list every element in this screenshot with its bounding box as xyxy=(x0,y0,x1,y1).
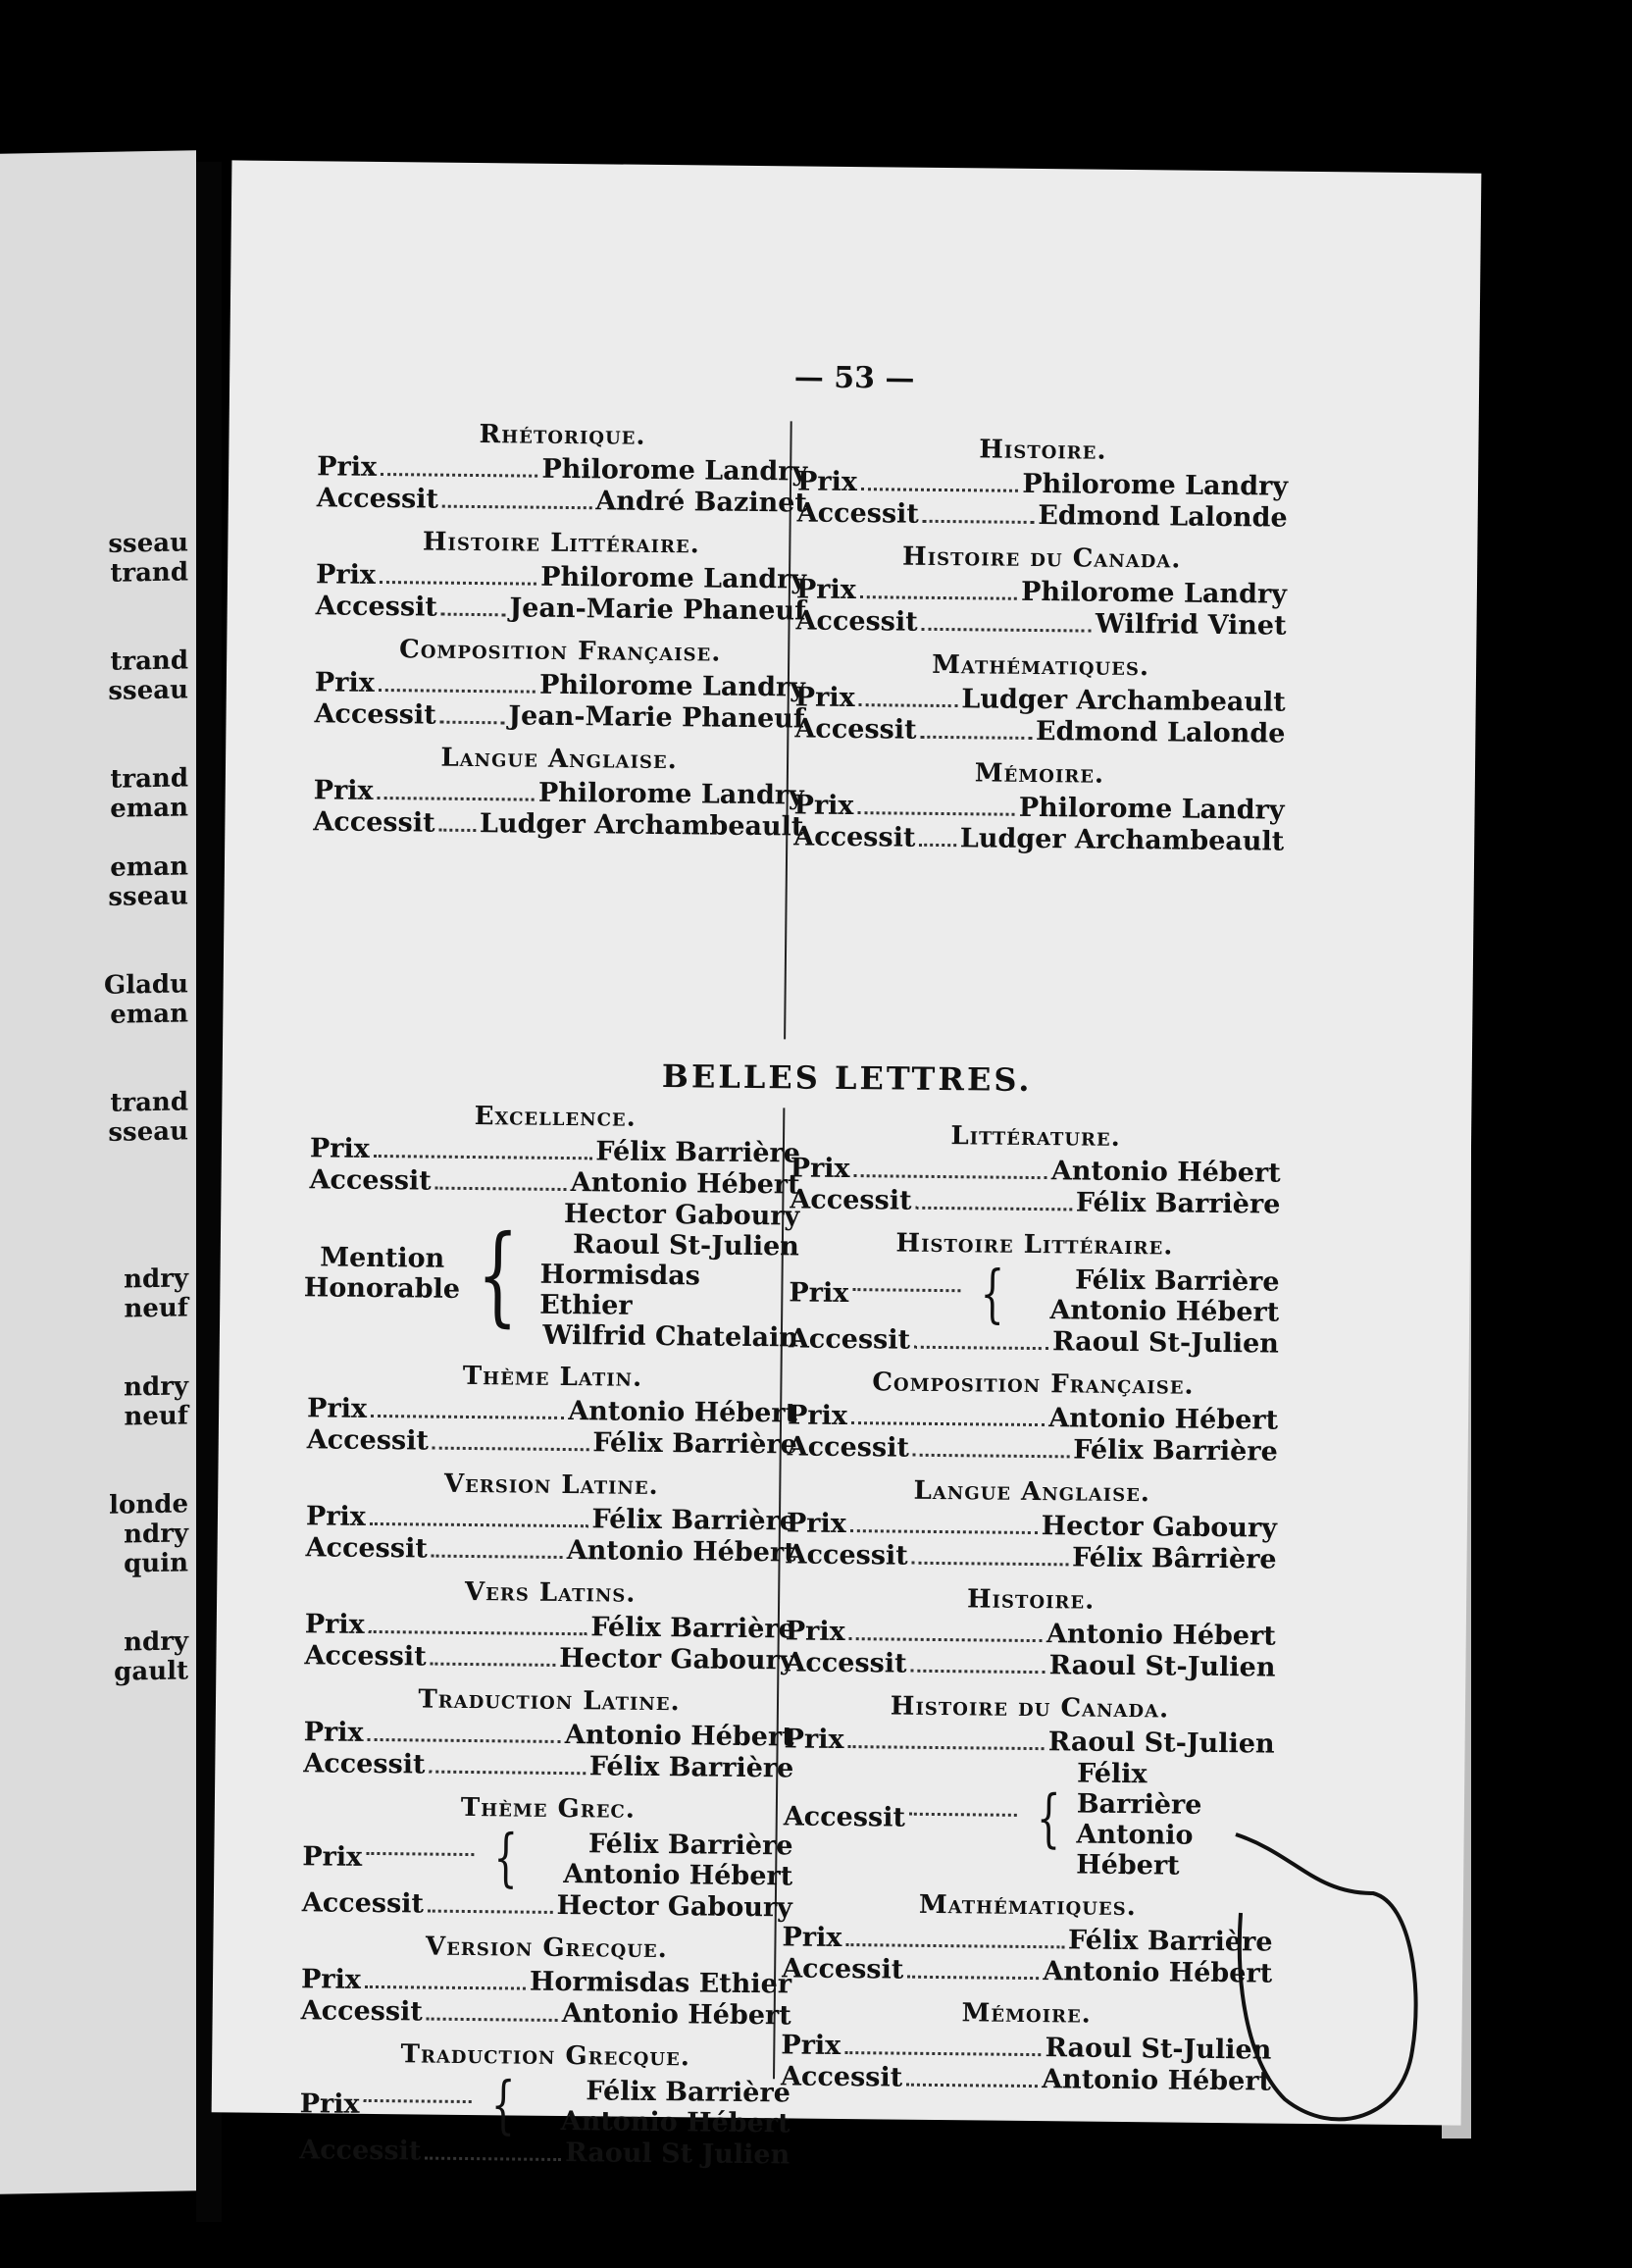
prize-label: Accessit xyxy=(787,1431,910,1464)
facing-page-fragment: eman xyxy=(110,999,188,1030)
prize-row xyxy=(784,1724,1274,1760)
prize-label: Accessit xyxy=(299,2135,422,2167)
brace-glyph: { xyxy=(1036,1782,1061,1856)
top-left-column xyxy=(313,406,808,843)
section-heading: Version Latine. xyxy=(443,1469,659,1502)
facing-page-fragment: ndry xyxy=(124,1371,188,1403)
section-heading: Thème Grec. xyxy=(460,1792,637,1825)
prize-label: Accessit xyxy=(304,1640,427,1673)
prize-name: Jean-Marie Phaneuf xyxy=(508,700,805,735)
dot-leader xyxy=(906,2084,1038,2088)
prize-label: Prix xyxy=(309,1133,370,1164)
facing-page-fragment: londe xyxy=(109,1489,188,1521)
dot-leader xyxy=(428,1910,553,1914)
section-heading: Langue Anglaise. xyxy=(440,743,678,776)
section-heading: Mémoire. xyxy=(974,758,1105,790)
dot-leader xyxy=(852,1288,960,1292)
prize-name: Hector Gaboury xyxy=(556,1889,792,1924)
prize-label: Prix xyxy=(314,667,375,698)
prize-row xyxy=(786,1616,1276,1652)
section-heading: Excellence. xyxy=(474,1102,637,1133)
prize-name: Félix Barrière xyxy=(1074,1264,1280,1298)
dot-leader xyxy=(380,581,536,586)
prize-row xyxy=(782,1922,1272,1958)
prize-name: Antonio Hébert xyxy=(560,2106,790,2139)
dot-leader xyxy=(907,1976,1039,1980)
prize-row xyxy=(786,1539,1276,1575)
facing-page-fragment: sseau xyxy=(108,1116,188,1148)
prize-row xyxy=(314,775,804,811)
prize-name: Antonio Hébert xyxy=(1042,2064,1272,2097)
prize-name: Antonio Hébert xyxy=(570,1167,800,1201)
section-heading: Traduction Latine. xyxy=(418,1684,681,1718)
dot-leader xyxy=(923,520,1034,524)
prize-row xyxy=(301,1995,791,2032)
prize-name: Hector Gaboury xyxy=(1041,1511,1278,1544)
facing-page-fragment: eman xyxy=(110,851,188,883)
facing-page-fragment: neuf xyxy=(124,1293,188,1324)
prize-row xyxy=(305,1609,795,1645)
dot-leader xyxy=(429,1771,585,1776)
dot-leader xyxy=(861,488,1018,492)
prize-label: Accessit xyxy=(309,1164,432,1197)
prize-label: Accessit xyxy=(301,1887,425,1920)
prize-name: Félix Bârrière xyxy=(1071,1542,1277,1575)
mention-name: Wilfrid Chatelain xyxy=(542,1319,799,1354)
prize-label: Prix xyxy=(793,790,854,822)
prize-row xyxy=(793,821,1284,857)
prize-name: Raoul St-Julien xyxy=(1045,2033,1272,2066)
prize-label: Prix xyxy=(787,1400,848,1432)
facing-page xyxy=(0,150,196,2193)
prize-label: Prix xyxy=(781,2030,842,2061)
prize-row xyxy=(782,1953,1272,1989)
prize-label: Prix xyxy=(313,775,374,806)
prize-row xyxy=(315,667,805,703)
prize-brace-row xyxy=(302,1822,793,1895)
section-heading: Composition Française. xyxy=(872,1367,1195,1401)
prize-name: Félix Barrière xyxy=(1067,1925,1273,1958)
dot-leader xyxy=(367,1738,560,1743)
section-heading: Mémoire. xyxy=(961,1998,1092,2030)
brace-glyph: { xyxy=(980,1258,1005,1331)
bottom-left-column xyxy=(299,1088,800,2171)
mention-label xyxy=(303,1241,461,1305)
facing-page-fragment: gault xyxy=(114,1656,188,1687)
prize-row xyxy=(788,1431,1278,1468)
prize-label: Accessit xyxy=(788,1323,911,1356)
mention-names xyxy=(539,1199,800,1354)
prize-name: Raoul St-Julien xyxy=(1047,1727,1275,1760)
dot-leader xyxy=(441,613,506,617)
prize-name: Antonio Hébert xyxy=(1046,1619,1276,1652)
dot-leader xyxy=(435,1187,567,1191)
prize-label: Prix xyxy=(795,574,856,606)
prize-row xyxy=(307,1424,797,1461)
prize-name: Raoul St Julien xyxy=(565,2138,790,2171)
section-heading: Histoire. xyxy=(966,1584,1096,1616)
section-heading: Rhétorique. xyxy=(479,420,646,451)
section-heading: Histoire Littéraire. xyxy=(895,1228,1174,1262)
prize-label: Accessit xyxy=(306,1424,430,1457)
prize-label: Accessit xyxy=(793,821,916,853)
prize-name: Raoul St-Julien xyxy=(1051,1326,1280,1360)
prize-row xyxy=(316,559,806,595)
prize-label: Prix xyxy=(794,682,855,714)
dot-leader xyxy=(371,1415,564,1419)
prize-label: Accessit xyxy=(795,605,918,638)
prize-name: André Bazinet xyxy=(595,486,807,519)
prize-row xyxy=(314,698,804,735)
prize-name: Philorome Landry xyxy=(540,561,807,595)
prize-label: Prix xyxy=(784,1724,844,1756)
prize-row xyxy=(797,466,1288,502)
facing-page-fragment: sseau xyxy=(108,881,188,912)
prize-name: Antonio Hébert xyxy=(1076,1819,1194,1881)
prize-row xyxy=(795,605,1286,642)
section-heading: Histoire du Canada. xyxy=(890,1691,1170,1725)
latin-sections xyxy=(303,1360,797,1784)
prize-name: Félix Barrière xyxy=(587,1829,793,1862)
dot-leader xyxy=(442,505,591,510)
prize-label: Accessit xyxy=(783,1800,906,1833)
dot-leader xyxy=(366,1851,474,1855)
prize-row xyxy=(302,1887,792,1924)
dot-leader xyxy=(913,1454,1069,1459)
dot-leader xyxy=(378,797,535,801)
prize-label: Accessit xyxy=(780,2061,903,2093)
prize-row xyxy=(317,483,807,519)
prize-label: Prix xyxy=(785,1616,845,1648)
section-heading: Traduction Grecque. xyxy=(400,2039,691,2073)
dot-leader xyxy=(438,829,475,832)
prize-name: Raoul St-Julien xyxy=(1048,1650,1276,1683)
prize-row xyxy=(310,1133,800,1169)
prize-row xyxy=(787,1508,1277,1544)
prize-row xyxy=(316,591,806,627)
facing-page-fragment: sseau xyxy=(108,675,188,706)
dot-leader xyxy=(845,1943,1064,1948)
section-heading: Littérature. xyxy=(950,1121,1121,1153)
prize-label: Prix xyxy=(304,1609,365,1640)
mention-name: Raoul St-Julien xyxy=(572,1229,800,1263)
prize-row xyxy=(797,497,1288,534)
prize-label: Prix xyxy=(303,1717,364,1748)
prize-label: Prix xyxy=(790,1153,850,1185)
section-heading: Histoire. xyxy=(979,435,1107,466)
dot-leader xyxy=(379,689,536,694)
prize-brace-row xyxy=(789,1258,1280,1331)
dot-leader xyxy=(370,1522,588,1527)
dot-leader xyxy=(365,1985,526,1990)
right-sections xyxy=(785,1366,1278,1683)
prize-label: Accessit xyxy=(785,1647,907,1679)
facing-page-fragment: ndry xyxy=(124,1626,188,1658)
dot-leader xyxy=(849,1637,1043,1642)
prize-name: Antonio Hébert xyxy=(561,1998,791,2032)
facing-page-fragment: ndry xyxy=(124,1519,188,1550)
prize-name: Félix Barrière xyxy=(588,1751,794,1784)
prize-name: Philorome Landry xyxy=(1020,576,1288,610)
prize-label: Prix xyxy=(317,451,378,483)
mention-name: Hormisdas Ethier xyxy=(539,1259,701,1321)
prize-label: Accessit xyxy=(794,713,917,746)
prize-name: Antonio Hébert xyxy=(1048,1403,1279,1436)
mention-label-line: Honorable xyxy=(303,1271,461,1305)
brace-glyph: { xyxy=(476,1211,520,1338)
bottom-right-column xyxy=(781,1108,1281,2097)
prize-row xyxy=(785,1647,1275,1683)
section-heading: Langue Anglaise. xyxy=(913,1475,1151,1509)
prize-name: Antonio Hébert xyxy=(564,1720,794,1753)
prize-row xyxy=(789,1323,1279,1360)
mention-name: Hector Gaboury xyxy=(563,1198,800,1232)
dot-leader xyxy=(915,1207,1071,1211)
prize-label: Accessit xyxy=(316,483,439,515)
prize-name: Hector Gaboury xyxy=(559,1642,795,1676)
dot-leader xyxy=(427,2018,558,2022)
prize-label: Accessit xyxy=(313,806,435,839)
dot-leader xyxy=(381,473,537,478)
accessit-brace-row xyxy=(783,1755,1274,1881)
prize-label: Prix xyxy=(306,1393,368,1424)
prize-name: Antonio Hébert xyxy=(1049,1295,1280,1328)
facing-page-fragment: sseau xyxy=(108,528,188,559)
prize-name: Félix Barrière xyxy=(586,2076,791,2109)
page-number: — 53 — xyxy=(793,360,915,396)
prize-name: Félix Barrière xyxy=(1075,1187,1281,1220)
dot-leader xyxy=(850,1529,1038,1534)
prize-name: Félix Barrière xyxy=(591,1504,797,1537)
prize-brace-row xyxy=(299,2069,791,2142)
dot-leader xyxy=(433,1447,588,1452)
dot-leader xyxy=(847,1745,1044,1750)
facing-page-fragment: trand xyxy=(110,557,188,589)
dot-leader xyxy=(854,1174,1047,1179)
prize-row xyxy=(796,574,1287,610)
dot-leader xyxy=(910,1670,1045,1674)
mention-label-line: Mention xyxy=(320,1241,445,1274)
prize-label: Accessit xyxy=(790,1184,912,1216)
prize-row xyxy=(790,1184,1280,1220)
dot-leader xyxy=(857,811,1014,816)
prize-row xyxy=(307,1393,797,1429)
facing-page-fragment: neuf xyxy=(124,1401,188,1432)
section-heading: Mathématiques. xyxy=(918,1889,1137,1923)
dot-leader xyxy=(369,1630,587,1635)
prize-name: Philorome Landry xyxy=(1018,792,1285,826)
facing-page-fragment: trand xyxy=(110,645,188,677)
prize-name: Edmond Lalonde xyxy=(1038,500,1288,534)
prize-name: Ludger Archambeault xyxy=(961,684,1286,718)
prize-label: Accessit xyxy=(786,1539,908,1572)
section-heading: Histoire Littéraire. xyxy=(422,527,700,560)
prize-name: Félix Barrière xyxy=(1073,1434,1278,1468)
prize-name: Félix Barrière xyxy=(590,1612,795,1645)
prize-label: Prix xyxy=(315,559,377,591)
prize-row xyxy=(309,1164,799,1201)
dot-leader xyxy=(860,595,1017,600)
prize-name: Philorome Landry xyxy=(541,453,808,488)
section-title: BELLES LETTRES. xyxy=(661,1057,1033,1099)
dot-leader xyxy=(364,2098,472,2102)
prize-row xyxy=(304,1640,794,1676)
prize-row xyxy=(299,2135,790,2171)
prize-label: Prix xyxy=(789,1276,849,1309)
prize-row xyxy=(788,1400,1278,1436)
prize-label: Accessit xyxy=(314,698,436,731)
facing-page-fragment: eman xyxy=(110,793,188,824)
prize-row xyxy=(317,451,807,488)
prize-name: Ludger Archambeault xyxy=(479,808,804,843)
pen-scribble xyxy=(1216,1825,1432,2139)
prize-name: Félix Barrière xyxy=(595,1136,801,1169)
prize-row xyxy=(305,1532,795,1569)
prize-name: Félix Barrière xyxy=(1076,1758,1202,1821)
prize-name: Antonio Hébert xyxy=(566,1535,796,1569)
dot-leader xyxy=(922,628,1092,633)
dot-leader xyxy=(859,703,958,707)
dot-leader xyxy=(909,1812,1017,1816)
prize-row xyxy=(790,1153,1281,1189)
facing-page-fragment: trand xyxy=(110,763,188,795)
honorable-mention xyxy=(303,1196,800,1354)
section-heading: Thème Latin. xyxy=(462,1361,643,1393)
dot-leader xyxy=(851,1421,1045,1426)
prize-label: Prix xyxy=(305,1501,367,1532)
facing-page-fragment: ndry xyxy=(124,1263,188,1295)
prize-row xyxy=(306,1501,796,1537)
prize-row xyxy=(793,790,1284,826)
top-right-column xyxy=(793,421,1289,857)
prize-row xyxy=(794,713,1285,749)
prize-label: Accessit xyxy=(300,1995,424,2028)
section-heading: Composition Française. xyxy=(398,635,722,668)
dot-leader xyxy=(919,844,955,847)
prize-name: Jean-Marie Phaneuf xyxy=(509,593,806,627)
prize-name: Philorome Landry xyxy=(537,777,804,811)
prize-name: Edmond Lalonde xyxy=(1035,715,1286,749)
right-sections-end xyxy=(781,1888,1273,2097)
prize-name: Antonio Hébert xyxy=(563,1859,793,1892)
brace-glyph: { xyxy=(492,1822,519,1895)
prize-name: Philorome Landry xyxy=(1022,468,1289,502)
prize-label: Accessit xyxy=(315,591,437,623)
prize-row xyxy=(313,806,803,843)
prize-row xyxy=(781,2030,1271,2066)
prize-label: Accessit xyxy=(303,1748,426,1780)
dot-leader xyxy=(440,721,505,725)
prize-label: Prix xyxy=(299,2088,360,2120)
prize-label: Prix xyxy=(300,1964,362,1995)
prize-label: Accessit xyxy=(782,1953,904,1985)
brace-glyph: { xyxy=(490,2069,516,2142)
prize-name: Antonio Hébert xyxy=(1050,1156,1281,1189)
prize-names xyxy=(1020,1264,1280,1328)
prize-name: Philorome Landry xyxy=(538,669,806,703)
prize-name: Hormisdas Ethier xyxy=(529,1966,792,2000)
prize-label: Accessit xyxy=(305,1532,428,1565)
prize-row xyxy=(304,1717,794,1753)
prize-name: Antonio Hébert xyxy=(1043,1956,1273,1989)
dot-leader xyxy=(374,1155,592,1160)
dot-leader xyxy=(432,1555,563,1559)
prize-row xyxy=(795,682,1286,718)
section-heading: Version Grecque. xyxy=(425,1932,668,1965)
section-heading: Histoire du Canada. xyxy=(901,541,1182,575)
prize-label: Prix xyxy=(302,1840,363,1873)
prize-row xyxy=(781,2061,1271,2097)
facing-page-fragment: quin xyxy=(124,1548,188,1579)
prize-name: Wilfrid Vinet xyxy=(1095,608,1287,642)
prize-row xyxy=(301,1964,791,2000)
prize-names xyxy=(534,1829,793,1892)
prize-name: Ludger Archambeault xyxy=(959,823,1285,857)
facing-page-fragment: trand xyxy=(110,1087,188,1118)
dot-leader xyxy=(844,2051,1041,2056)
prize-label: Accessit xyxy=(796,497,920,530)
dot-leader xyxy=(912,1562,1068,1567)
prize-label: Prix xyxy=(796,466,858,498)
facing-page-fragment: Gladu xyxy=(103,969,188,1001)
prize-label: Prix xyxy=(786,1508,846,1540)
dot-leader xyxy=(425,2157,561,2161)
prize-name: Antonio Hébert xyxy=(568,1396,798,1429)
prize-name: Félix Barrière xyxy=(592,1427,797,1461)
prize-label: Prix xyxy=(782,1922,842,1953)
dot-leader xyxy=(914,1346,1048,1350)
dot-leader xyxy=(431,1663,556,1667)
prize-row xyxy=(303,1748,793,1784)
prize-names xyxy=(531,2076,790,2139)
dot-leader xyxy=(920,736,1031,740)
section-heading: Mathématiques. xyxy=(932,649,1150,683)
section-heading: Vers Latins. xyxy=(464,1576,637,1609)
